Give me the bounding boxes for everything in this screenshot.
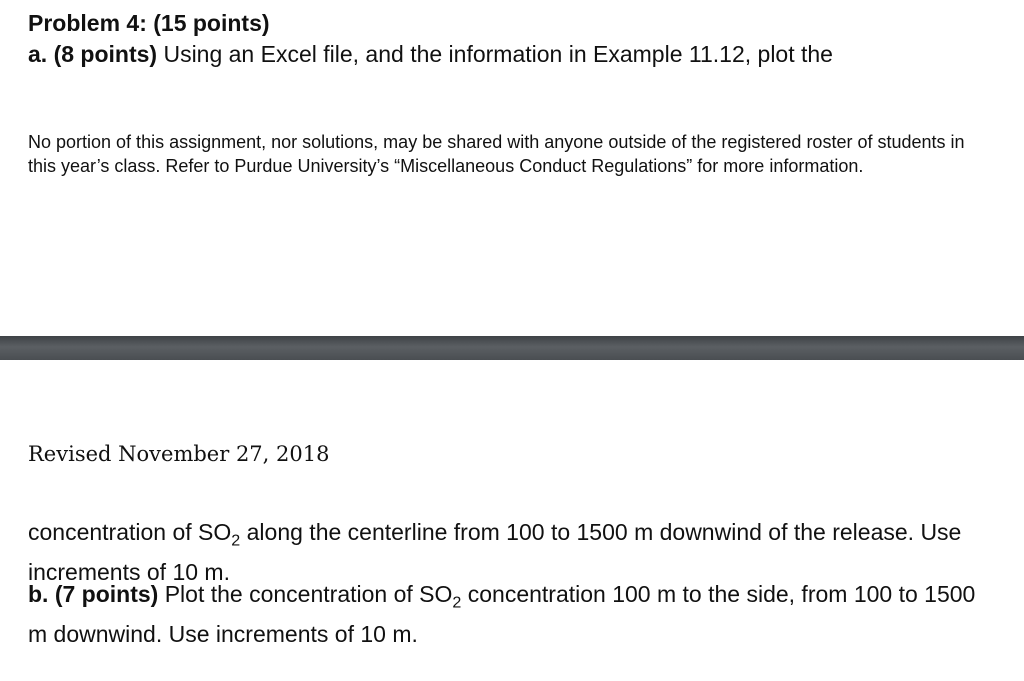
part-b-text-2: concentration 100 m to the side, from 100 to 1500 m downwind. Use increments of 10 m.: [28, 581, 976, 647]
part-b-subscript: 2: [452, 593, 462, 612]
part-b-text-1: Plot the concentration of SO: [158, 581, 453, 607]
page-divider: [0, 336, 1024, 360]
part-a-continuation: [28, 517, 988, 588]
part-a-text-continued-2: along the centerline from 100 to 1500 m downwind of the release. Use increments of 10 m.: [28, 519, 962, 585]
part-a-text-continued-1: concentration of SO: [28, 519, 232, 545]
part-b-label: b. (7 points): [28, 581, 159, 607]
sharing-notice: No portion of this assignment, nor solutions, may be shared with anyone outside of the registered roster of students in this year’s class. Refer to Purdue University’s “Miscellaneous Conduct Regulations” for more information.: [28, 132, 965, 176]
revised-date: Revised November 27, 2018: [28, 442, 330, 466]
part-a-label: a. (8 points): [28, 41, 158, 67]
part-b: [28, 579, 988, 650]
problem-title: Problem 4: (15 points): [28, 10, 270, 36]
part-a-text-line1: Using an Excel file, and the information in Example 11.12, plot the: [157, 41, 833, 67]
part-a-subscript: 2: [231, 531, 241, 550]
part-a-first-line: [28, 39, 1000, 69]
